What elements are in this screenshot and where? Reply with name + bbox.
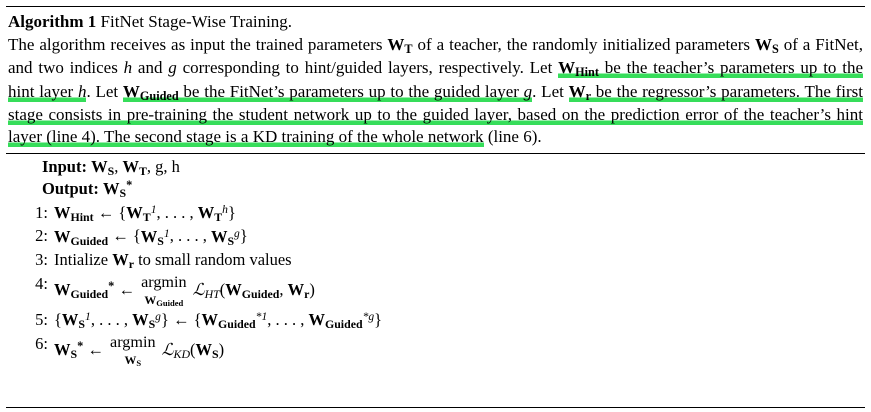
step-row <box>22 226 865 248</box>
desc-part-4: and <box>132 58 169 78</box>
desc-part-6: be the teacher’s parameters up to the hint layer <box>8 58 863 101</box>
io-block <box>42 157 865 201</box>
symbol-h-2: h <box>77 81 87 101</box>
step-content: $W_{Hint}$ ← {$W_T^1$, . . . , $W_T^h$} <box>54 202 236 224</box>
middle-rule <box>6 153 865 154</box>
step-number: 5: <box>35 309 48 329</box>
step-row <box>22 334 865 368</box>
step-content: $W_{Guided}^*$ ← argmin $W_{Guided}$ $ℒHT(W_{Guided}$, $W_r$) <box>54 273 315 309</box>
arrow-icon: ← <box>173 310 190 329</box>
arrow-icon: ← <box>97 202 115 222</box>
step-number: 1: <box>35 202 48 222</box>
algorithm-description <box>8 34 863 148</box>
algorithm-label: Algorithm 1 <box>8 12 97 31</box>
top-rule <box>6 6 865 7</box>
output-line <box>42 178 865 200</box>
step-content: $W_{Guided}$ ← {$W_S^1$, . . . , $W_S^g$} <box>54 226 248 248</box>
step-content: $W_S^*$ ← argmin $W_S$ $ℒKD(W_S)$ <box>54 333 225 368</box>
step-number: 4: <box>35 273 48 293</box>
step-number: 6: <box>35 333 48 353</box>
symbol-w-hint: $W_{Hint}$ <box>558 58 599 80</box>
output-value: $W_S^*$ <box>102 178 133 201</box>
loss-ht: ℒHT <box>192 280 220 302</box>
input-line <box>42 157 865 178</box>
symbol-w-t: $W_T$ <box>387 35 413 57</box>
algorithm-steps <box>6 203 865 368</box>
desc-part-9: . Let <box>532 81 569 101</box>
loss-kd: ℒKD <box>161 339 191 361</box>
desc-part-8: be the FitNet’s parameters up to the guided layer <box>178 81 524 101</box>
arrow-icon: ← <box>87 339 104 359</box>
step-content: Intialize $W_r$ to small random values <box>54 250 292 272</box>
input-label: Input: <box>42 156 87 176</box>
arrow-icon: ← <box>118 280 135 300</box>
highlight-second-stage-clause: second stage is a KD training of the whole network <box>134 127 484 147</box>
desc-part-12: (line 6). <box>483 127 542 147</box>
step-row <box>22 274 865 308</box>
step-row <box>22 250 865 272</box>
step-content: {$W_S^1$, . . . , $W_S^g$} ← {$W_{Guided}^{*1}$, . . . , $W_{Guided}^{*g}$} <box>54 310 383 331</box>
symbol-h: h <box>123 58 133 78</box>
step-number: 3: <box>35 250 48 270</box>
input-value: $W_S$, $W_T$, g, h <box>91 156 180 178</box>
symbol-w-r: $W_r$ <box>568 81 592 103</box>
desc-part-2: of a teacher, the randomly initialized parameters <box>412 35 755 55</box>
algorithm-title-text: FitNet Stage-Wise Training. <box>100 12 293 31</box>
desc-part-7: . Let <box>86 81 123 101</box>
desc-part-1: The algorithm receives as input the trained parameters <box>8 35 388 55</box>
desc-part-10: be the regressor’s parameters. The first stage consists in pre-training the student network up to the guided layer, based on the prediction error of the teacher’s hint layer (line 4). The <box>8 81 864 147</box>
highlight-guided-clause <box>123 82 532 102</box>
step-row <box>22 203 865 225</box>
argmin-operator: argmin $W_S$ <box>110 333 156 368</box>
desc-part-3: of a FitNet, and two indices <box>8 35 863 78</box>
step-number: 2: <box>35 226 48 246</box>
bottom-rule <box>6 407 865 408</box>
desc-part-5: corresponding to hint/guided layers, respectively. Let <box>176 58 559 78</box>
output-label: Output: <box>42 179 99 199</box>
argmin-operator: argmin $W_{Guided}$ <box>141 273 187 309</box>
arrow-icon: ← <box>112 226 129 246</box>
symbol-g-2: g <box>523 81 533 101</box>
step-row <box>22 310 865 332</box>
symbol-w-s: $W_S$ <box>754 35 779 57</box>
symbol-g: g <box>168 58 177 78</box>
algorithm-title <box>8 11 863 32</box>
symbol-w-guided: $W_{Guided}$ <box>122 81 179 103</box>
algorithm-block <box>0 6 871 412</box>
